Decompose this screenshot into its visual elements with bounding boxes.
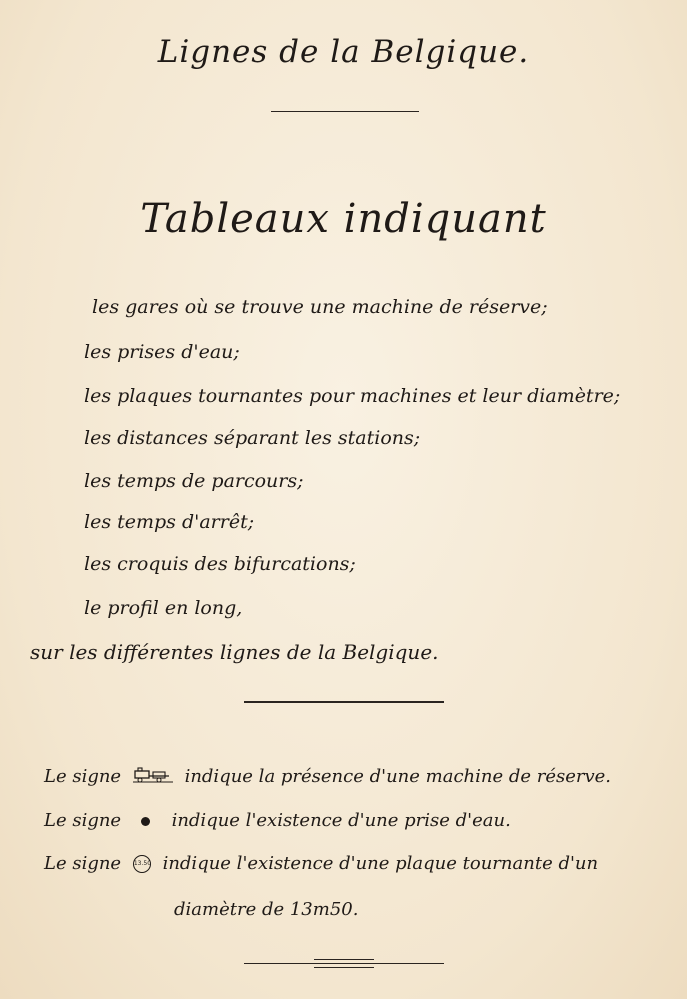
legend-line-reserve-engine: [44, 766, 611, 788]
legend-continuation: diamètre de 13m50.: [174, 899, 359, 920]
turntable-icon: 13.50: [133, 855, 151, 873]
list-item: le profil en long,: [84, 597, 243, 619]
page-title: Lignes de la Belgique.: [157, 34, 530, 70]
list-item: les prises d'eau;: [84, 341, 240, 363]
legend-text: indique l'existence d'une plaque tournante d'un: [162, 853, 599, 874]
dot-icon: [141, 817, 150, 826]
legend-text: indique la présence d'une machine de réserve.: [184, 766, 612, 787]
list-item: les gares où se trouve une machine de réserve;: [92, 296, 548, 318]
legend-text: indique l'existence d'une prise d'eau.: [171, 810, 511, 831]
list-item: les temps d'arrêt;: [84, 511, 255, 533]
legend-prefix: Le signe: [44, 853, 122, 874]
legend-prefix: Le signe: [44, 766, 122, 787]
title-divider: [271, 111, 419, 112]
footer-divider-accent: [314, 959, 374, 960]
list-item: les temps de parcours;: [84, 470, 304, 492]
section-heading: Tableaux indiquant: [140, 196, 547, 242]
list-item: les distances séparant les stations;: [84, 427, 421, 449]
legend-line-turntable: [44, 853, 598, 874]
locomotive-icon: [133, 767, 173, 788]
list-item: les croquis des bifurcations;: [84, 553, 356, 575]
legend-line-water-intake: [44, 810, 511, 831]
legend-prefix: Le signe: [44, 810, 122, 831]
list-item: les plaques tournantes pour machines et leur diamètre;: [84, 385, 621, 407]
footer-divider: [244, 963, 444, 964]
list-item: sur les différentes lignes de la Belgique.: [30, 640, 439, 664]
footer-divider-accent: [314, 967, 374, 968]
section-divider: [244, 701, 444, 703]
